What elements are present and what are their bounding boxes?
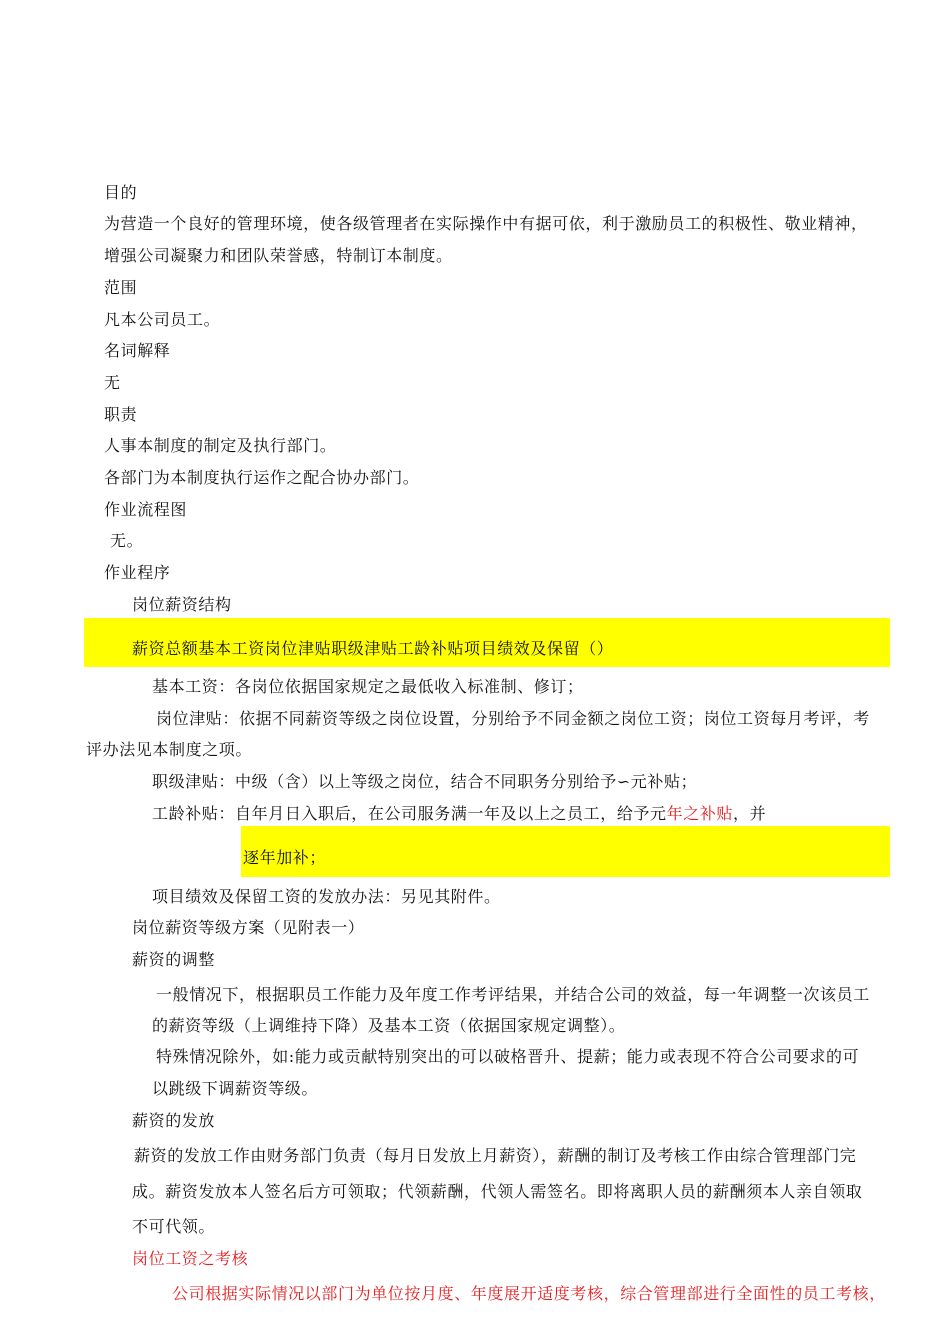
duty-line1: 人事本制度的制定及执行部门。	[104, 436, 337, 455]
terms-heading: 名词解释	[104, 341, 171, 360]
purpose-paragraph-line2: 增强公司凝聚力和团队荣誉感，特制订本制度。	[104, 246, 453, 265]
scope-heading: 范围	[104, 278, 138, 297]
scope-text: 凡本公司员工。	[104, 310, 221, 329]
assess-line1: 公司根据实际情况以部门为单位按月度、年度展开适度考核，综合管理部进行全面性的员工考核，	[172, 1284, 886, 1303]
seniority-highlight	[241, 826, 890, 877]
payout-line1: 薪资的发放工作由财务部门负责（每月日发放上月薪资），薪酬的制订及考核工作由综合管理部门完	[134, 1146, 857, 1165]
adjust-heading: 薪资的调整	[132, 950, 216, 969]
adjust-p2-line2: 以跳级下调薪资等级。	[152, 1079, 319, 1098]
payout-line3: 不可代领。	[132, 1217, 216, 1236]
rank-allowance-text: 职级津贴：中级（含）以上等级之岗位，结合不同职务分别给予∽元补贴；	[152, 772, 698, 791]
seniority-text-end: ，并	[733, 804, 767, 823]
seniority-line1	[152, 804, 766, 824]
seniority-line2: 逐年加补；	[243, 848, 327, 867]
adjust-p2-line1: 特殊情况除外，如:能力或贡献特别突出的可以破格晋升、提薪；能力或表现不符合公司要求的可	[156, 1047, 860, 1066]
assess-heading: 岗位工资之考核	[132, 1249, 249, 1268]
flow-heading: 作业流程图	[104, 500, 188, 519]
seniority-red-text: 年之补贴	[666, 804, 734, 823]
duty-heading: 职责	[104, 405, 138, 424]
adjust-p1-line2: 的薪资等级（上调维持下降）及基本工资（依据国家规定调整）。	[152, 1016, 626, 1035]
adjust-p1-line1: 一般情况下，根据职员工作能力及年度工作考评结果，并结合公司的效益，每一年调整一次该员工	[156, 985, 870, 1004]
base-salary-text: 基本工资：各岗位依据国家规定之最低收入标准制、修订；	[152, 677, 584, 696]
structure-formula: 薪资总额基本工资岗位津贴职级津贴工龄补贴项目绩效及保留（）	[132, 639, 614, 658]
seniority-text: 自年月日入职后，在公司服务满一年及以上之员工，给予元	[235, 804, 667, 823]
purpose-heading: 目的	[104, 183, 138, 202]
seniority-label: 工龄补贴：	[152, 804, 236, 823]
post-allowance-line2: 评办法见本制度之项。	[86, 740, 253, 759]
payout-line2: 成。薪资发放本人签名后方可领取；代领薪酬，代领人需签名。即将离职人员的薪酬须本人亲自领取	[132, 1182, 863, 1201]
payout-heading: 薪资的发放	[132, 1111, 216, 1130]
duty-line2: 各部门为本制度执行运作之配合协办部门。	[104, 468, 420, 487]
grade-plan-heading: 岗位薪资等级方案（见附表一）	[132, 918, 365, 937]
post-allowance-line1: 岗位津贴：依据不同薪资等级之岗位设置，分别给予不同金额之岗位工资；岗位工资每月考评，考	[156, 709, 870, 728]
purpose-paragraph-line1: 为营造一个良好的管理环境，使各级管理者在实际操作中有据可依，利于激励员工的积极性、敬业精神，	[104, 214, 868, 233]
structure-heading: 岗位薪资结构	[132, 595, 232, 614]
terms-text: 无	[104, 373, 121, 392]
flow-text: 无。	[110, 531, 144, 550]
procedure-heading: 作业程序	[104, 563, 171, 582]
project-performance-text: 项目绩效及保留工资的发放办法：另见其附件。	[152, 887, 501, 906]
